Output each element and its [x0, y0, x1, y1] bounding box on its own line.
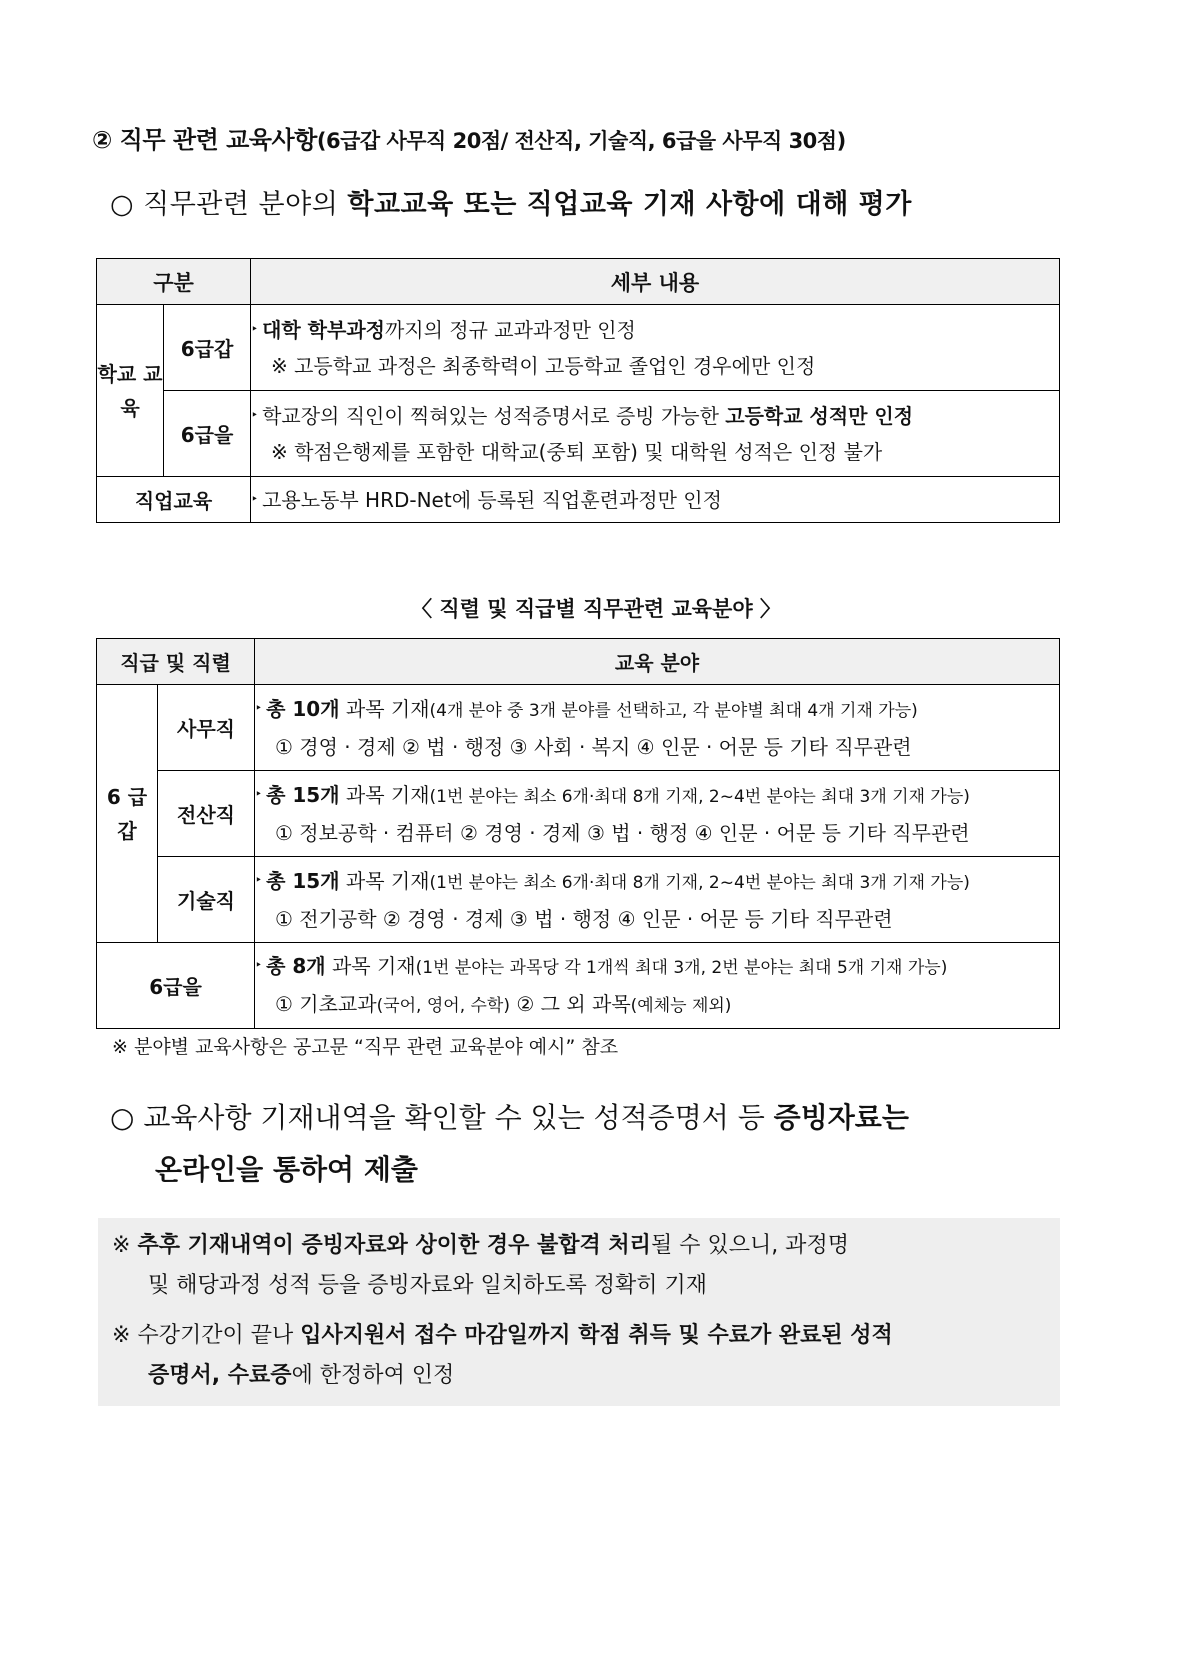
triangle-bullet-icon: ‣ [251, 492, 259, 506]
section-title [92, 120, 1092, 155]
notice-1 [112, 1226, 1052, 1306]
intro-bold: 학교교육 또는 직업교육 기재 사항에 대해 평가 [347, 189, 912, 220]
education-field-table [96, 638, 1060, 1029]
detail-small: (4개 분야 중 3개 분야를 선택하고, 각 분야별 최대 4개 기재 가능) [429, 701, 918, 721]
series-technical-detail [255, 857, 1060, 943]
table2-header-grade: 직급 및 직렬 [97, 639, 255, 685]
series-computer-detail [255, 771, 1060, 857]
detail-text: 까지의 정규 교과과정만 인정 [384, 318, 636, 342]
detail-bold: 총 15개 [266, 869, 340, 893]
detail-small: (1번 분야는 최소 6개·최대 8개 기재, 2~4번 분야는 최대 3개 기재 가능) [429, 787, 970, 807]
detail-small: (1번 분야는 과목당 각 1개씩 최대 3개, 2번 분야는 최대 5개 기재 가능) [415, 958, 948, 978]
note-bold: 입사지원서 접수 마감일까지 학점 취득 및 수료가 완료된 성적 [300, 1323, 893, 1348]
note-mark: ※ [112, 1233, 138, 1258]
series-office-detail [255, 685, 1060, 771]
detail-text: 과목 기재 [325, 954, 416, 978]
grade-6gap-label: 6급갑 [164, 305, 251, 391]
note-text: 에 한정하여 인정 [291, 1363, 455, 1388]
detail-small: (예체능 제외) [630, 996, 732, 1016]
para-bold-line2: 온라인을 통하여 제출 [155, 1153, 418, 1186]
detail-note: ※ 학점은행제를 포함한 대학교(중퇴 포함) 및 대학원 성적은 인정 불가 [271, 440, 883, 464]
note-continuation: 및 해당과정 성적 등을 증빙자료와 일치하도록 정확히 기재 [148, 1273, 708, 1298]
detail-small: (국어, 영어, 수학) [376, 996, 510, 1016]
note-text: 될 수 있으니, 과정명 [650, 1233, 849, 1258]
detail-fields: ① 기초교과 [275, 992, 377, 1016]
note-bold: 추후 기재내역이 증빙자료와 상이한 경우 불합격 처리 [137, 1233, 651, 1258]
grade-6gap-group-label: 6 급 갑 [97, 685, 158, 943]
vocational-education-label: 직업교육 [97, 477, 251, 523]
detail-fields: ① 경영 · 경제 ② 법 · 행정 ③ 사회 · 복지 ④ 인문 · 어문 등 기타 직무관련 [275, 735, 912, 759]
para-bold: 증빙자료는 [773, 1101, 909, 1134]
detail-bold: 고등학교 성적만 인정 [725, 404, 914, 428]
triangle-bullet-icon: ‣ [251, 408, 259, 422]
grade-6eul-detail [255, 943, 1060, 1029]
submission-paragraph [110, 1092, 1070, 1196]
triangle-bullet-icon: ‣ [251, 322, 259, 336]
table2-header-field: 교육 분야 [255, 639, 1060, 685]
vocational-education-detail [251, 477, 1060, 523]
detail-bold: 총 8개 [266, 954, 326, 978]
grade-6eul-label: 6급을 [164, 391, 251, 477]
note-bold: 수료증 [227, 1363, 292, 1388]
grade-6eul-detail [251, 391, 1060, 477]
triangle-bullet-icon: ‣ [255, 701, 263, 715]
notice-box [98, 1218, 1060, 1406]
intro-prefix: ○ 직무관련 분야의 [110, 189, 348, 220]
note-text: 수강기간이 끝나 [137, 1323, 301, 1348]
note-bold: 증명서 [148, 1363, 212, 1388]
para-text: ○ 교육사항 기재내역을 확인할 수 있는 성적증명서 등 [110, 1101, 774, 1134]
triangle-bullet-icon: ‣ [255, 873, 263, 887]
series-computer-label: 전산직 [158, 771, 255, 857]
intro-line [110, 180, 1070, 230]
triangle-bullet-icon: ‣ [255, 787, 263, 801]
grade-6eul-label: 6급을 [97, 943, 255, 1029]
detail-text: 과목 기재 [339, 869, 430, 893]
education-criteria-table [96, 258, 1060, 523]
detail-text: 학교장의 직인이 찍혀있는 성적증명서로 증빙 가능한 [262, 404, 726, 428]
table2-caption: 〈 직렬 및 직급별 직무관련 교육분야 〉 [411, 597, 781, 621]
notice-2 [112, 1316, 1052, 1396]
note-mark: ※ [112, 1323, 138, 1348]
detail-text: 과목 기재 [339, 783, 430, 807]
series-technical-label: 기술직 [158, 857, 255, 943]
detail-bold: 총 10개 [266, 697, 340, 721]
section-title-main: ② 직무 관련 교육사항 [92, 126, 317, 154]
note-sep: , [211, 1363, 228, 1388]
grade-6gap-detail [251, 305, 1060, 391]
detail-bold: 대학 학부과정 [262, 318, 385, 342]
detail-fields: ① 정보공학 · 컴퓨터 ② 경영 · 경제 ③ 법 · 행정 ④ 인문 · 어문 등 기타 직무관련 [275, 821, 970, 845]
triangle-bullet-icon: ‣ [255, 958, 263, 972]
table1-header-category: 구분 [97, 259, 251, 305]
detail-bold: 총 15개 [266, 783, 340, 807]
footnote: ※ 분야별 교육사항은 공고문 “직무 관련 교육분야 예시” 참조 [112, 1036, 619, 1058]
series-office-label: 사무직 [158, 685, 255, 771]
table1-header-detail: 세부 내용 [251, 259, 1060, 305]
detail-text: 과목 기재 [339, 697, 430, 721]
detail-small: (1번 분야는 최소 6개·최대 8개 기재, 2~4번 분야는 최대 3개 기재 가능) [429, 873, 970, 893]
school-education-label: 학교 교육 [97, 305, 164, 477]
detail-fields: ① 전기공학 ② 경영 · 경제 ③ 법 · 행정 ④ 인문 · 어문 등 기타 직무관련 [275, 907, 893, 931]
section-title-sub: (6급갑 사무직 20점/ 전산직, 기술직, 6급을 사무직 30점) [316, 129, 846, 153]
detail-text: 고용노동부 HRD-Net에 등록된 직업훈련과정만 인정 [262, 488, 722, 512]
detail-note: ※ 고등학교 과정은 최종학력이 고등학교 졸업인 경우에만 인정 [271, 354, 816, 378]
detail-fields: ② 그 외 과목 [510, 992, 631, 1016]
